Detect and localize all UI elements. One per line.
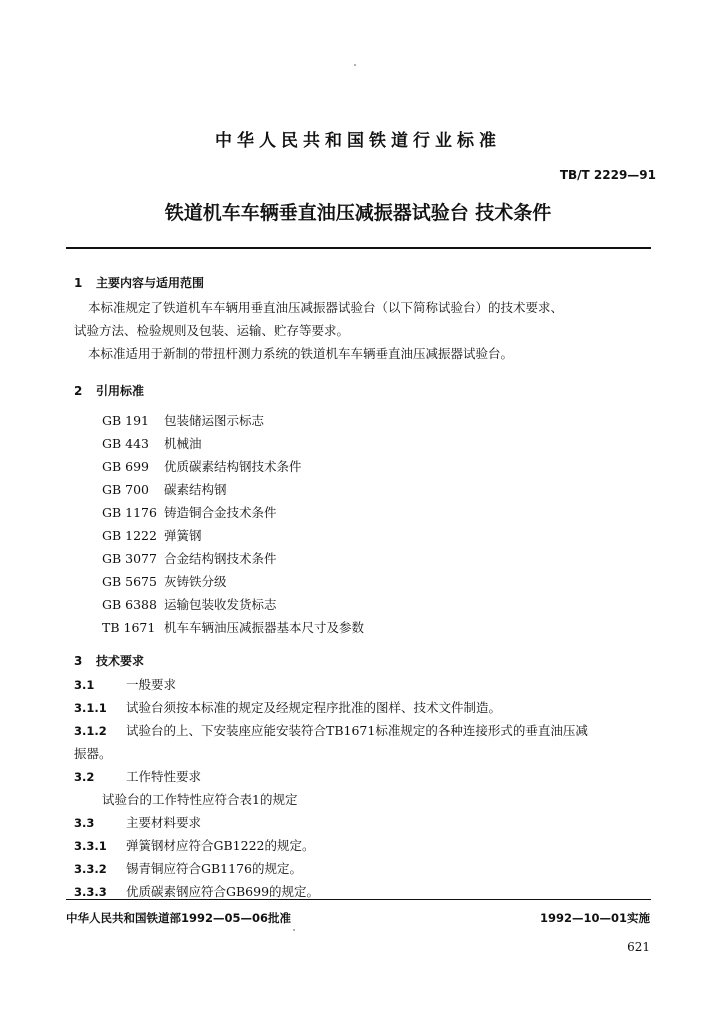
clause-number: 3.3 bbox=[74, 816, 95, 830]
section-3-number: 3 bbox=[74, 654, 83, 668]
clause-3-3-1 bbox=[74, 836, 314, 854]
page-number: 621 bbox=[627, 940, 650, 954]
section-3-title: 技术要求 bbox=[96, 654, 145, 668]
reference-title: 优质碳素结构钢技术条件 bbox=[164, 459, 302, 474]
section-2-title: 引用标准 bbox=[96, 384, 145, 398]
clause-text: 一般要求 bbox=[126, 677, 177, 692]
scan-speck bbox=[354, 64, 356, 66]
reference-code: GB 5675 bbox=[102, 574, 157, 589]
reference-title: 碳素结构钢 bbox=[164, 482, 227, 497]
clause-3-1-2-continued: 振器。 bbox=[74, 746, 112, 761]
reference-item bbox=[102, 410, 264, 429]
clause-number: 3.1 bbox=[74, 678, 95, 692]
clause-number: 3.2 bbox=[74, 770, 95, 784]
header-divider bbox=[66, 247, 651, 249]
reference-title: 灰铸铁分级 bbox=[164, 574, 227, 589]
reference-item bbox=[102, 617, 364, 636]
section-1-para-1-line-1: 本标准规定了铁道机车车辆用垂直油压减振器试验台（以下简称试验台）的技术要求、 bbox=[88, 300, 564, 315]
document-title: 铁道机车车辆垂直油压减振器试验台 技术条件 bbox=[164, 202, 552, 224]
clause-3-1 bbox=[74, 675, 176, 693]
section-1-para-1-line-2: 试验方法、检验规则及包装、运输、贮存等要求。 bbox=[74, 323, 350, 338]
reference-code: GB 700 bbox=[102, 482, 150, 497]
clause-3-3-3 bbox=[74, 882, 319, 900]
clause-number: 3.3.2 bbox=[74, 862, 107, 876]
footer-divider bbox=[66, 899, 651, 900]
reference-item bbox=[102, 525, 202, 544]
reference-code: GB 1222 bbox=[102, 528, 157, 543]
clause-text: 锡青铜应符合GB1176的规定。 bbox=[126, 861, 302, 876]
reference-title: 机械油 bbox=[164, 436, 202, 451]
section-3-heading bbox=[74, 652, 144, 669]
reference-title: 合金结构钢技术条件 bbox=[164, 551, 277, 566]
reference-code: GB 3077 bbox=[102, 551, 157, 566]
clause-3-2 bbox=[74, 767, 201, 785]
standard-category: 中华人民共和国铁道行业标准 bbox=[215, 131, 501, 151]
clause-text: 优质碳素钢应符合GB699的规定。 bbox=[126, 884, 320, 899]
clause-3-3 bbox=[74, 813, 201, 831]
reference-code: GB 6388 bbox=[102, 597, 157, 612]
standard-code: TB/T 2229—91 bbox=[559, 168, 656, 182]
clause-3-1-2 bbox=[74, 721, 588, 739]
clause-number: 3.3.1 bbox=[74, 839, 107, 853]
section-2-number: 2 bbox=[74, 384, 83, 398]
reference-title: 包装储运图示标志 bbox=[164, 413, 265, 428]
reference-title: 机车车辆油压减振器基本尺寸及参数 bbox=[164, 620, 365, 635]
clause-number: 3.1.1 bbox=[74, 701, 107, 715]
reference-title: 铸造铜合金技术条件 bbox=[164, 505, 277, 520]
clause-text: 弹簧钢材应符合GB1222的规定。 bbox=[126, 838, 315, 853]
reference-item bbox=[102, 433, 202, 452]
clause-number: 3.1.2 bbox=[74, 724, 107, 738]
reference-item bbox=[102, 571, 227, 590]
section-1-para-2: 本标准适用于新制的带扭杆测力系统的铁道机车车辆垂直油压减振器试验台。 bbox=[88, 346, 514, 361]
reference-title: 运输包装收发货标志 bbox=[164, 597, 277, 612]
clause-3-1-1 bbox=[74, 698, 501, 716]
section-1-number: 1 bbox=[74, 276, 83, 290]
reference-code: GB 443 bbox=[102, 436, 150, 451]
approval-statement: 中华人民共和国铁道部1992—05—06批准 bbox=[66, 911, 292, 925]
clause-text: 工作特性要求 bbox=[126, 769, 202, 784]
implementation-date: 1992—10—01实施 bbox=[539, 911, 650, 925]
scan-speck bbox=[293, 929, 295, 931]
reference-item bbox=[102, 548, 277, 567]
reference-code: GB 191 bbox=[102, 413, 150, 428]
clause-text: 试验台须按本标准的规定及经规定程序批准的图样、技术文件制造。 bbox=[126, 700, 502, 715]
section-1-heading bbox=[74, 274, 204, 291]
reference-item bbox=[102, 502, 277, 521]
reference-item bbox=[102, 479, 227, 498]
reference-code: GB 699 bbox=[102, 459, 150, 474]
clause-text: 主要材料要求 bbox=[126, 815, 202, 830]
clause-3-2-body: 试验台的工作特性应符合表1的规定 bbox=[102, 792, 298, 807]
section-1-title: 主要内容与适用范围 bbox=[96, 276, 205, 290]
reference-code: TB 1671 bbox=[102, 620, 156, 635]
clause-number: 3.3.3 bbox=[74, 885, 107, 899]
clause-text: 试验台的上、下安装座应能安装符合TB1671标准规定的各种连接形式的垂直油压减 bbox=[126, 723, 588, 738]
clause-3-3-2 bbox=[74, 859, 302, 877]
reference-code: GB 1176 bbox=[102, 505, 157, 520]
reference-item bbox=[102, 456, 302, 475]
reference-item bbox=[102, 594, 277, 613]
reference-title: 弹簧钢 bbox=[164, 528, 202, 543]
section-2-heading bbox=[74, 382, 144, 399]
